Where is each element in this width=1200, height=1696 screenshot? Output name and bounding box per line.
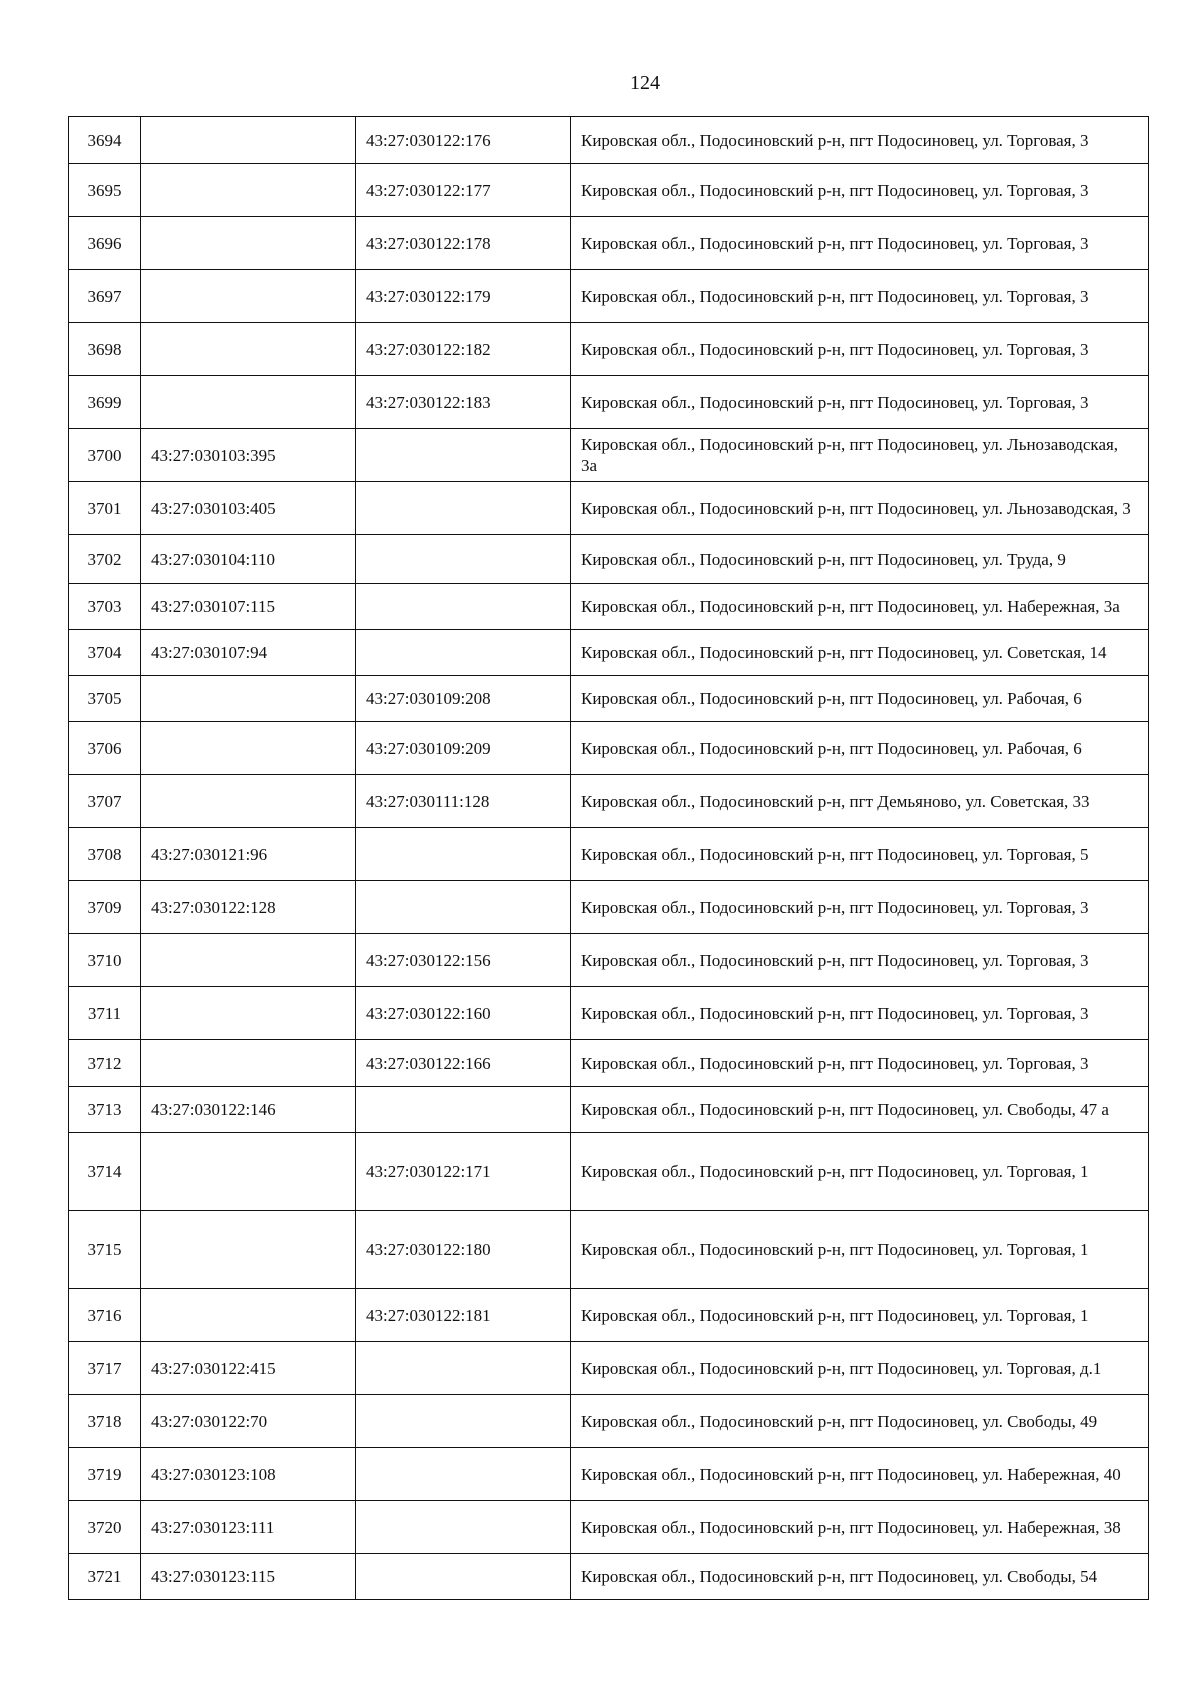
cadastral-number-cell: 43:27:030123:108	[141, 1448, 356, 1501]
building-cadastral-number-cell: 43:27:030122:176	[356, 117, 571, 164]
cadastral-number-cell: 43:27:030122:70	[141, 1395, 356, 1448]
building-cadastral-number-cell: 43:27:030122:171	[356, 1133, 571, 1211]
row-number-cell: 3716	[69, 1289, 141, 1342]
building-cadastral-number-cell: 43:27:030109:208	[356, 676, 571, 722]
cadastral-number-cell	[141, 117, 356, 164]
table-row	[69, 1554, 1149, 1600]
address-cell: Кировская обл., Подосиновский р-н, пгт Подосиновец, ул. Торговая, 3	[571, 217, 1149, 270]
address-cell: Кировская обл., Подосиновский р-н, пгт Подосиновец, ул. Торговая, 3	[571, 323, 1149, 376]
table-row	[69, 1448, 1149, 1501]
row-number-cell: 3695	[69, 164, 141, 217]
table-row	[69, 482, 1149, 535]
cadastral-number-cell: 43:27:030103:405	[141, 482, 356, 535]
row-number-cell: 3701	[69, 482, 141, 535]
row-number-cell: 3721	[69, 1554, 141, 1600]
row-number-cell: 3700	[69, 429, 141, 482]
address-cell: Кировская обл., Подосиновский р-н, пгт Подосиновец, ул. Набережная, 38	[571, 1501, 1149, 1554]
cadastral-number-cell: 43:27:030123:111	[141, 1501, 356, 1554]
table-row	[69, 1087, 1149, 1133]
table-row	[69, 775, 1149, 828]
address-cell: Кировская обл., Подосиновский р-н, пгт Подосиновец, ул. Рабочая, 6	[571, 722, 1149, 775]
table-row	[69, 881, 1149, 934]
row-number-cell: 3704	[69, 630, 141, 676]
address-cell: Кировская обл., Подосиновский р-н, пгт Подосиновец, ул. Торговая, 3	[571, 376, 1149, 429]
row-number-cell: 3720	[69, 1501, 141, 1554]
address-cell: Кировская обл., Подосиновский р-н, пгт Подосиновец, ул. Набережная, 3а	[571, 584, 1149, 630]
row-number-cell: 3697	[69, 270, 141, 323]
address-cell: Кировская обл., Подосиновский р-н, пгт Подосиновец, ул. Торговая, 1	[571, 1211, 1149, 1289]
cadastral-number-cell	[141, 376, 356, 429]
cadastral-number-cell: 43:27:030107:115	[141, 584, 356, 630]
address-cell: Кировская обл., Подосиновский р-н, пгт Подосиновец, ул. Льнозаводская, 3а	[571, 429, 1149, 482]
cadastral-number-cell	[141, 217, 356, 270]
row-number-cell: 3717	[69, 1342, 141, 1395]
building-cadastral-number-cell: 43:27:030122:177	[356, 164, 571, 217]
building-cadastral-number-cell: 43:27:030122:180	[356, 1211, 571, 1289]
table-row	[69, 376, 1149, 429]
building-cadastral-number-cell: 43:27:030122:179	[356, 270, 571, 323]
building-cadastral-number-cell	[356, 1554, 571, 1600]
table-row	[69, 584, 1149, 630]
address-cell: Кировская обл., Подосиновский р-н, пгт Подосиновец, ул. Торговая, 3	[571, 987, 1149, 1040]
cadastral-number-cell	[141, 1133, 356, 1211]
table-row	[69, 1395, 1149, 1448]
cadastral-number-cell	[141, 164, 356, 217]
table-row	[69, 217, 1149, 270]
building-cadastral-number-cell: 43:27:030111:128	[356, 775, 571, 828]
table-row	[69, 676, 1149, 722]
cadastral-number-cell	[141, 676, 356, 722]
table-row	[69, 1342, 1149, 1395]
cadastral-number-cell	[141, 775, 356, 828]
building-cadastral-number-cell: 43:27:030122:166	[356, 1040, 571, 1087]
cadastral-number-cell: 43:27:030103:395	[141, 429, 356, 482]
row-number-cell: 3707	[69, 775, 141, 828]
address-cell: Кировская обл., Подосиновский р-н, пгт Подосиновец, ул. Торговая, 3	[571, 164, 1149, 217]
cadastral-number-cell	[141, 1289, 356, 1342]
cadastral-number-cell: 43:27:030122:146	[141, 1087, 356, 1133]
table-row	[69, 535, 1149, 584]
row-number-cell: 3714	[69, 1133, 141, 1211]
address-cell: Кировская обл., Подосиновский р-н, пгт Подосиновец, ул. Советская, 14	[571, 630, 1149, 676]
row-number-cell: 3708	[69, 828, 141, 881]
table-row	[69, 429, 1149, 482]
address-cell: Кировская обл., Подосиновский р-н, пгт Подосиновец, ул. Торговая, 3	[571, 270, 1149, 323]
building-cadastral-number-cell	[356, 1087, 571, 1133]
cadastral-number-cell	[141, 1040, 356, 1087]
cadastral-number-cell: 43:27:030122:128	[141, 881, 356, 934]
page-number: 124	[630, 72, 660, 94]
registry-table-body	[69, 117, 1149, 1600]
table-row	[69, 722, 1149, 775]
building-cadastral-number-cell: 43:27:030122:182	[356, 323, 571, 376]
building-cadastral-number-cell: 43:27:030122:181	[356, 1289, 571, 1342]
building-cadastral-number-cell: 43:27:030122:160	[356, 987, 571, 1040]
row-number-cell: 3696	[69, 217, 141, 270]
address-cell: Кировская обл., Подосиновский р-н, пгт Подосиновец, ул. Набережная, 40	[571, 1448, 1149, 1501]
table-row	[69, 987, 1149, 1040]
table-row	[69, 117, 1149, 164]
cadastral-number-cell	[141, 270, 356, 323]
row-number-cell: 3698	[69, 323, 141, 376]
address-cell: Кировская обл., Подосиновский р-н, пгт Подосиновец, ул. Торговая, 1	[571, 1133, 1149, 1211]
row-number-cell: 3718	[69, 1395, 141, 1448]
address-cell: Кировская обл., Подосиновский р-н, пгт Демьяново, ул. Советская, 33	[571, 775, 1149, 828]
building-cadastral-number-cell	[356, 828, 571, 881]
building-cadastral-number-cell	[356, 881, 571, 934]
address-cell: Кировская обл., Подосиновский р-н, пгт Подосиновец, ул. Свободы, 47 а	[571, 1087, 1149, 1133]
building-cadastral-number-cell	[356, 1448, 571, 1501]
cadastral-number-cell	[141, 722, 356, 775]
table-row	[69, 1289, 1149, 1342]
row-number-cell: 3706	[69, 722, 141, 775]
cadastral-number-cell	[141, 323, 356, 376]
building-cadastral-number-cell: 43:27:030122:156	[356, 934, 571, 987]
building-cadastral-number-cell	[356, 584, 571, 630]
row-number-cell: 3699	[69, 376, 141, 429]
row-number-cell: 3710	[69, 934, 141, 987]
row-number-cell: 3715	[69, 1211, 141, 1289]
row-number-cell: 3712	[69, 1040, 141, 1087]
table-row	[69, 1211, 1149, 1289]
table-row	[69, 1133, 1149, 1211]
row-number-cell: 3713	[69, 1087, 141, 1133]
address-cell: Кировская обл., Подосиновский р-н, пгт Подосиновец, ул. Рабочая, 6	[571, 676, 1149, 722]
table-row	[69, 1040, 1149, 1087]
address-cell: Кировская обл., Подосиновский р-н, пгт Подосиновец, ул. Торговая, 1	[571, 1289, 1149, 1342]
address-cell: Кировская обл., Подосиновский р-н, пгт Подосиновец, ул. Торговая, 3	[571, 934, 1149, 987]
row-number-cell: 3711	[69, 987, 141, 1040]
building-cadastral-number-cell	[356, 630, 571, 676]
registry-table	[68, 116, 1149, 1600]
table-row	[69, 934, 1149, 987]
table-row	[69, 270, 1149, 323]
address-cell: Кировская обл., Подосиновский р-н, пгт Подосиновец, ул. Торговая, д.1	[571, 1342, 1149, 1395]
table-row	[69, 1501, 1149, 1554]
address-cell: Кировская обл., Подосиновский р-н, пгт Подосиновец, ул. Торговая, 5	[571, 828, 1149, 881]
cadastral-number-cell: 43:27:030121:96	[141, 828, 356, 881]
table-row	[69, 323, 1149, 376]
cadastral-number-cell: 43:27:030122:415	[141, 1342, 356, 1395]
address-cell: Кировская обл., Подосиновский р-н, пгт Подосиновец, ул. Торговая, 3	[571, 1040, 1149, 1087]
building-cadastral-number-cell	[356, 1395, 571, 1448]
building-cadastral-number-cell	[356, 1342, 571, 1395]
address-cell: Кировская обл., Подосиновский р-н, пгт Подосиновец, ул. Свободы, 49	[571, 1395, 1149, 1448]
table-row	[69, 630, 1149, 676]
address-cell: Кировская обл., Подосиновский р-н, пгт Подосиновец, ул. Свободы, 54	[571, 1554, 1149, 1600]
building-cadastral-number-cell: 43:27:030109:209	[356, 722, 571, 775]
address-cell: Кировская обл., Подосиновский р-н, пгт Подосиновец, ул. Льнозаводская, 3	[571, 482, 1149, 535]
row-number-cell: 3694	[69, 117, 141, 164]
cadastral-number-cell: 43:27:030107:94	[141, 630, 356, 676]
row-number-cell: 3709	[69, 881, 141, 934]
row-number-cell: 3719	[69, 1448, 141, 1501]
cadastral-number-cell: 43:27:030123:115	[141, 1554, 356, 1600]
cadastral-number-cell: 43:27:030104:110	[141, 535, 356, 584]
building-cadastral-number-cell	[356, 535, 571, 584]
table-row	[69, 828, 1149, 881]
cadastral-number-cell	[141, 934, 356, 987]
row-number-cell: 3705	[69, 676, 141, 722]
building-cadastral-number-cell	[356, 1501, 571, 1554]
address-cell: Кировская обл., Подосиновский р-н, пгт Подосиновец, ул. Торговая, 3	[571, 881, 1149, 934]
cadastral-number-cell	[141, 987, 356, 1040]
building-cadastral-number-cell	[356, 482, 571, 535]
address-cell: Кировская обл., Подосиновский р-н, пгт Подосиновец, ул. Труда, 9	[571, 535, 1149, 584]
cadastral-number-cell	[141, 1211, 356, 1289]
building-cadastral-number-cell: 43:27:030122:183	[356, 376, 571, 429]
building-cadastral-number-cell	[356, 429, 571, 482]
address-cell: Кировская обл., Подосиновский р-н, пгт Подосиновец, ул. Торговая, 3	[571, 117, 1149, 164]
table-row	[69, 164, 1149, 217]
row-number-cell: 3702	[69, 535, 141, 584]
row-number-cell: 3703	[69, 584, 141, 630]
building-cadastral-number-cell: 43:27:030122:178	[356, 217, 571, 270]
